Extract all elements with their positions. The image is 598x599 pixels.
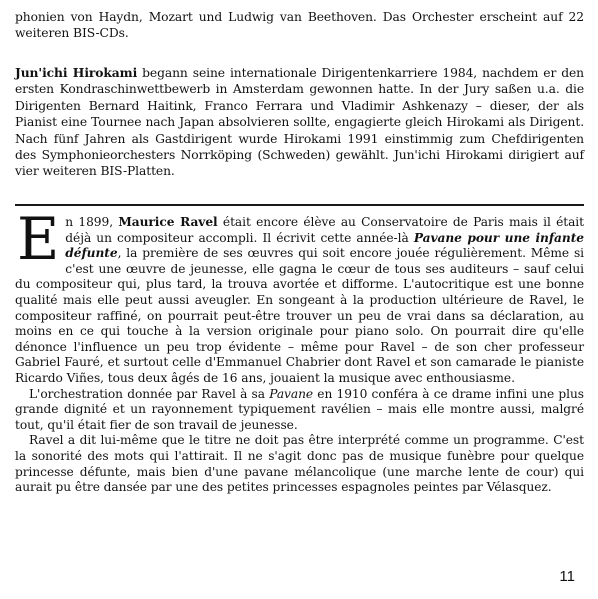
p1-part-b: était encore élève au Conservatoire de Paris mais il était déjà un compositeur accompli. Il écrivit cette année-là — [65, 215, 584, 245]
work-title-short: Pavane — [269, 386, 314, 401]
french-section — [15, 205, 584, 496]
work-title: Pavane pour une infante défunte — [65, 230, 584, 261]
conductor-name: Jun'ichi Hirokami — [15, 65, 138, 80]
section-divider — [15, 204, 584, 206]
french-paragraph-1 — [15, 205, 584, 387]
french-paragraph-2 — [15, 387, 584, 434]
german-top-paragraph: phonien von Haydn, Mozart und Ludwig van Beethoven. Das Orchester erscheint auf 22 weiteren BIS-CDs. — [15, 10, 584, 41]
bio-text: begann seine internationale Dirigentenkarriere 1984, nachdem er den ersten Kondraschinwettbewerb in Amsterdam gewonnen hatte. In der Jury saßen u.a. die Dirigenten Bernard Haitink, Franco Ferrara und Vladimir Ashkenazy – dieser, der als Pianist eine Tournee nach Japan absolvieren sollte, engagierte gleich Hirokami als Dirigent. Nach fünf Jahren als Gastdirigent wurde Hirokami 1991 einstimmig zum Chefdirigenten des Symphonieorchesters Norrköping (Schweden) gewählt. Jun'ichi Hirokami dirigiert auf vier weiteren BIS-Platten. — [15, 66, 584, 179]
p1-part-c: , la première de ses œuvres qui soit encore jouée régulièrement. Même si c'est une œuvre de jeunesse, elle gagna le cœur de tous ses auditeurs – sauf celui du compositeur qui, plus tard, la trouva avortée et difforme. L'autocritique est une bonne qualité mais elle peut aussi aveugler. En songeant à la production ultérieure de Ravel, le compositeur raffiné, on pourrait peut-être trouver un peu de vrai dans sa déclaration, au moins en ce qui touche à la version originale pour piano solo. On pourrait dire qu'elle dénonce l'influence un peu trop évidente – même pour Ravel – de son cher professeur Gabriel Fauré, et surtout celle d'Emmanuel Chabrier dont Ravel et son camarade le pianiste Ricardo Viñes, tous deux âgés de 16 ans, jouaient la musique avec enthousiasme. — [15, 246, 584, 385]
german-bio-paragraph — [15, 65, 584, 180]
german-continuation — [15, 9, 584, 42]
page-number: 11 — [559, 568, 575, 585]
french-paragraph-3: Ravel a dit lui-même que le titre ne doit pas être interprété comme un programme. C'est la sonorité des mots qui l'attirait. Il ne s'agit donc pas de musique funèbre pour quelque princesse défunte, mais bien d'une pavane mélancolique (une marche lente de cour) qui aurait pu être dansée par une des petites princesses espagnoles peintes par Vélasquez. — [15, 433, 584, 495]
german-conductor-bio — [15, 65, 584, 180]
p2-part-b: en 1910 conféra à ce drame infini une plus grande dignité et un rayonnement typiquement ravélien – mais elle montre aussi, malgré tout, qu'il était fier de son travail de jeunesse. — [15, 386, 584, 432]
composer-name: Maurice Ravel — [118, 215, 218, 229]
drop-cap: E — [17, 205, 60, 273]
p2-part-a: L'orchestration donnée par Ravel à sa — [29, 386, 270, 401]
p1-part-a: n 1899, — [65, 215, 119, 229]
